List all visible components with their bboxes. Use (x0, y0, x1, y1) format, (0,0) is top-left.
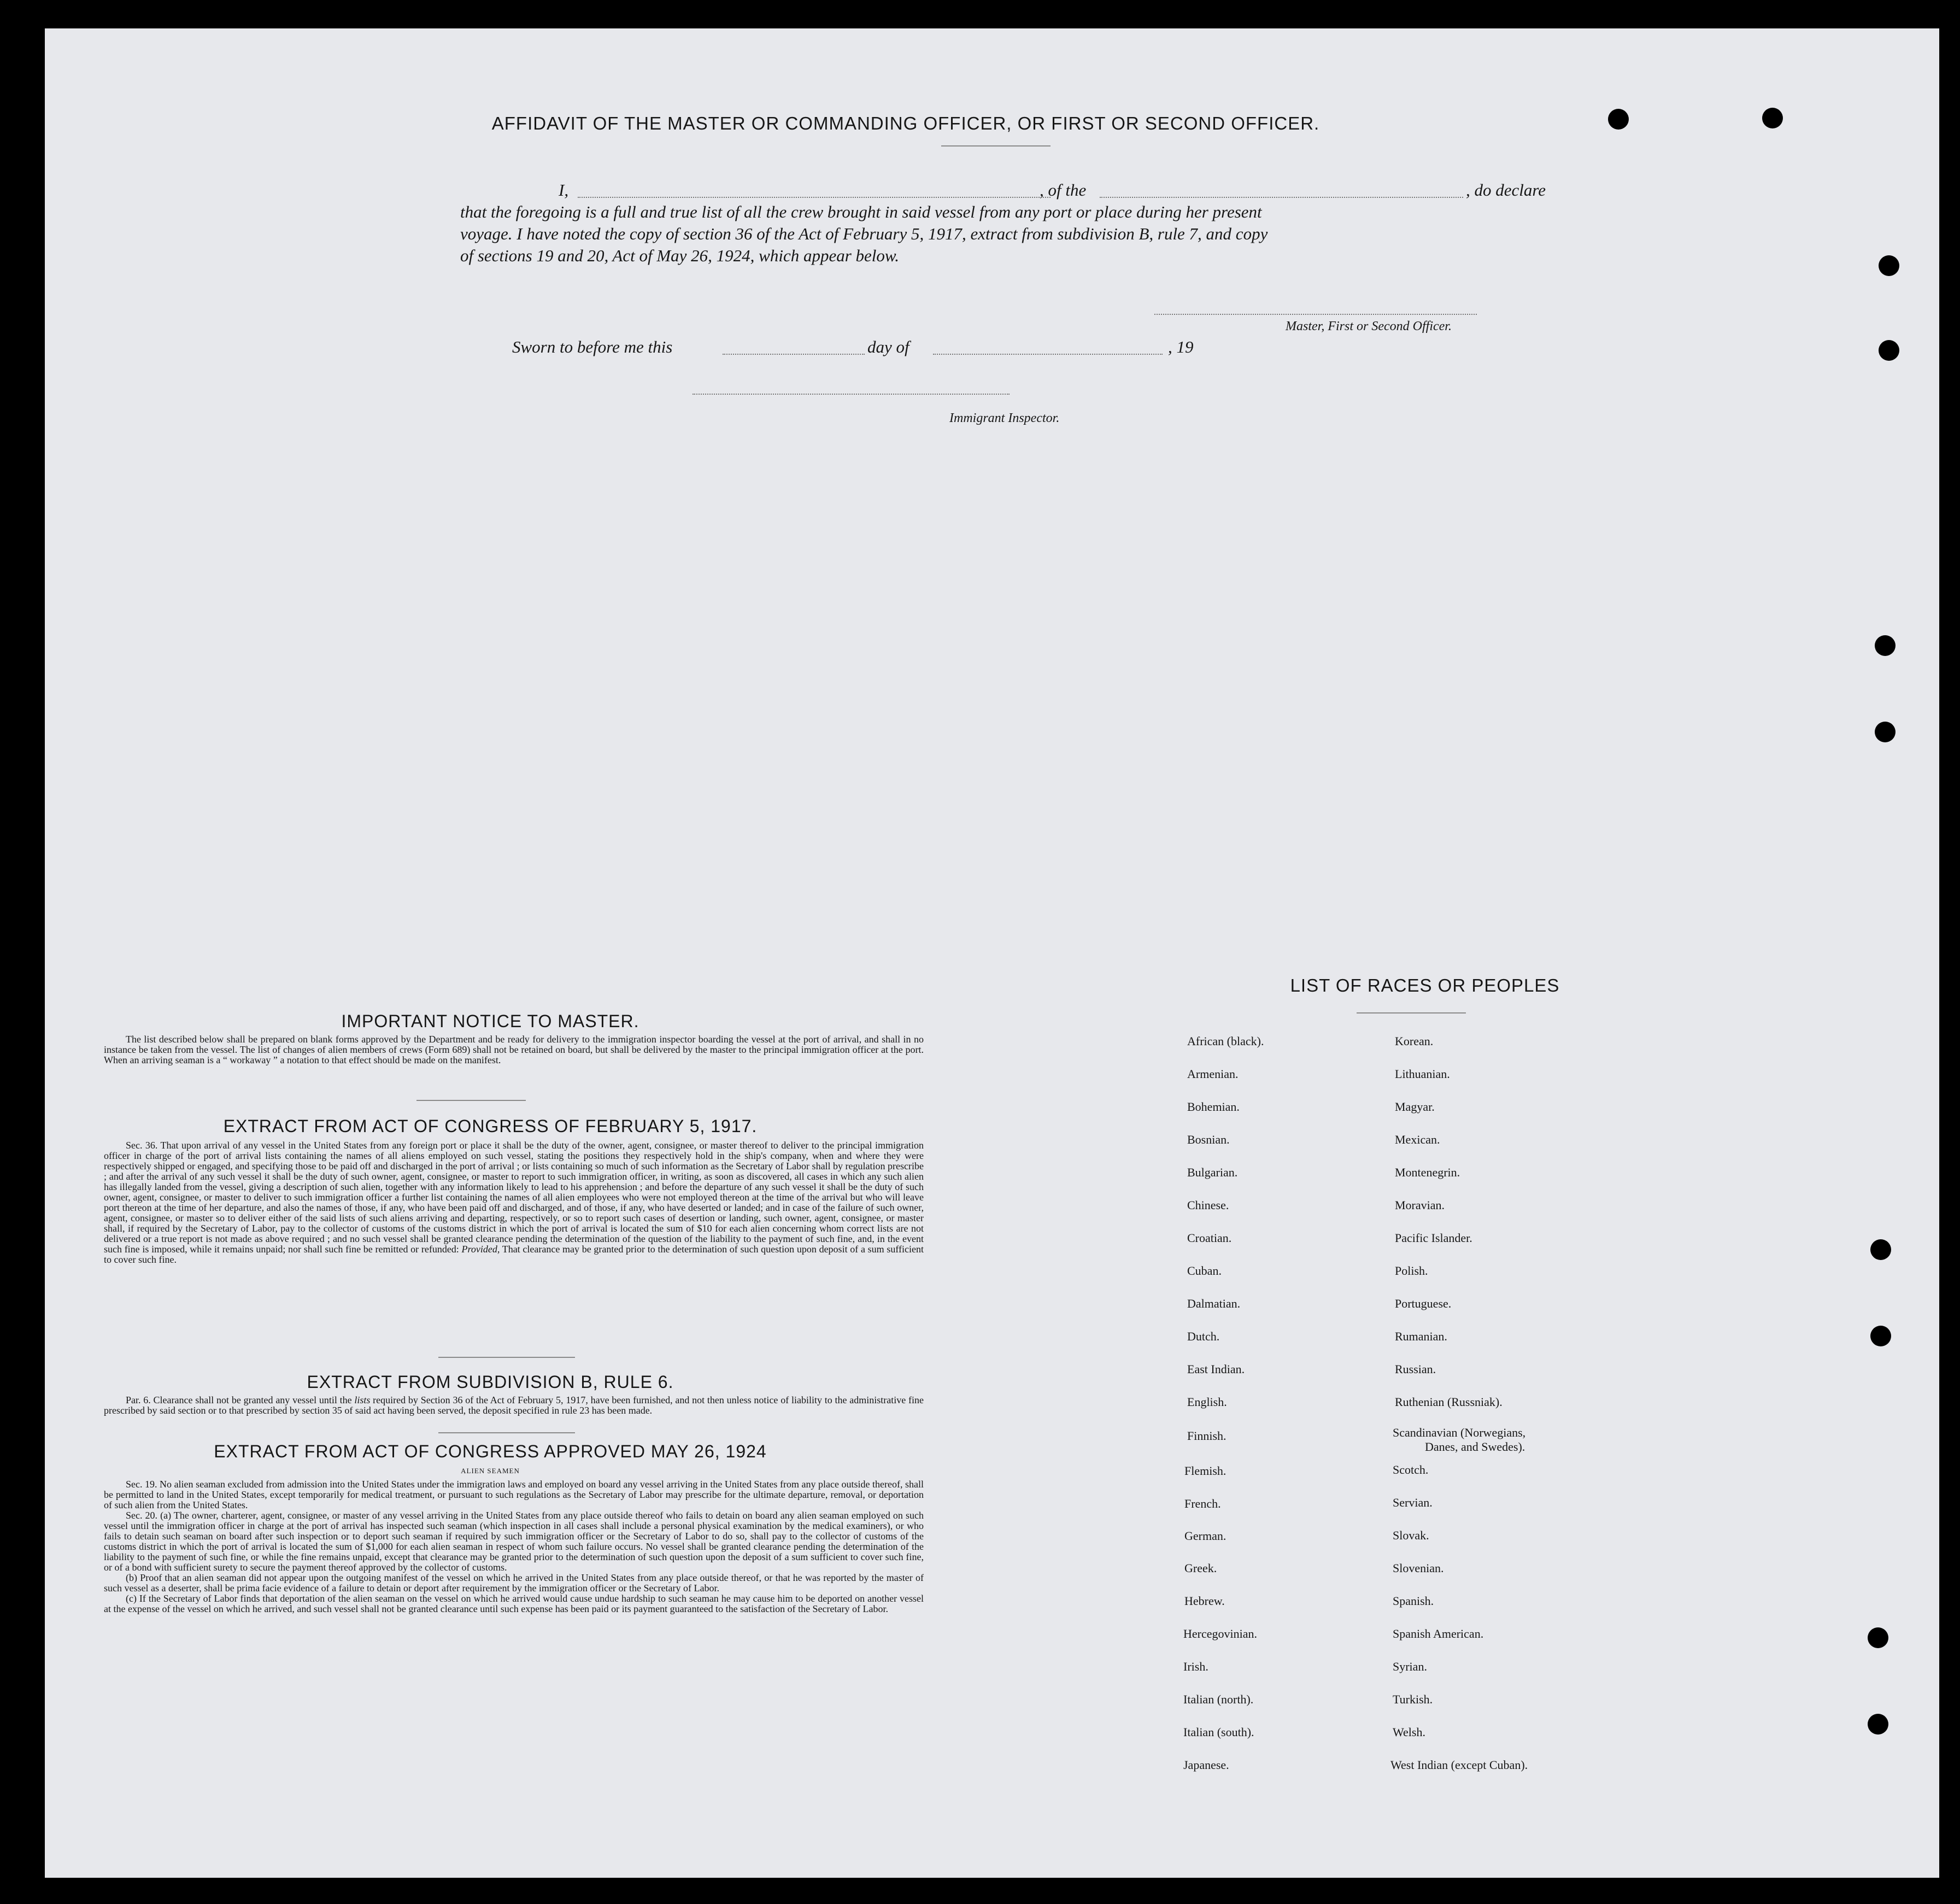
rule6-paragraph (104, 1395, 924, 1416)
divider-3 (438, 1432, 575, 1433)
race-item: Spanish. (1393, 1594, 1434, 1608)
extract-rule6-text (104, 1395, 924, 1416)
vessel-name-field[interactable] (1100, 197, 1463, 198)
race-item: Scandinavian (Norwegians, (1393, 1426, 1526, 1439)
divider-1 (416, 1100, 526, 1101)
race-item: Finnish. (1187, 1429, 1227, 1443)
extract-1924-text (104, 1479, 924, 1614)
race-item: Croatian. (1187, 1231, 1232, 1245)
extract-rule6-title: EXTRACT FROM SUBDIVISION B, RULE 6. (307, 1372, 674, 1392)
race-item: Magyar. (1395, 1100, 1435, 1114)
do-declare-text: , do declare (1466, 180, 1546, 200)
race-item: German. (1184, 1529, 1227, 1543)
punch-hole (1879, 340, 1899, 361)
sec-20a-paragraph: Sec. 20. (a) The owner, charterer, agent, consignee, or master of any vessel arriving in the United States from any place outside thereof who fails to detain on board any alien seaman employed on such vessel until the immigration officer in charge at the port of arrival has inspected such seaman (which inspection in all cases shall include a personal physical examination by the medical examiners), or who fails to detain such seaman on board after such inspection or to deport such seaman if required by such immigration officer or the Secretary of Labor to do so, shall pay to the collector of customs of the customs district in which the port of arrival is located the sum of $1,000 for each alien seaman in respect of whom such failure occurs. No vessel shall be granted clearance pending the determination of the liability to the payment of such fine, or while the fine remains unpaid, except that clearance may be granted prior to the determination of such question upon the deposit of a sum sufficient to cover such fine, or of a bond with sufficient surety to secure the payment thereof approved by the collector of customs. (104, 1510, 924, 1573)
extract-1924-title: EXTRACT FROM ACT OF CONGRESS APPROVED MAY 26, 1924 (214, 1442, 767, 1461)
sec-20c-paragraph: (c) If the Secretary of Labor finds that deportation of the alien seaman on the vessel on which he arrived would cause undue hardship to such seaman he may cause him to be deported on another vessel at the expense of the vessel on which he arrived, and such vessel shall not be granted clearance until such expense has been paid or its payment guaranteed to the satisfaction of the Secretary of Labor. (104, 1593, 924, 1614)
race-item: Pacific Islander. (1395, 1231, 1472, 1245)
race-item: Welsh. (1393, 1725, 1425, 1739)
punch-hole (1868, 1714, 1888, 1735)
notice-paragraph: The list described below shall be prepared on blank forms approved by the Department and be ready for delivery to the immigration inspector boarding the vessel at the port of arrival, and shall in no instance be taken from the vessel. The list of changes of alien members of crews (Form 689) shall not be retained on board, but shall be delivered by the master to the principal immigration officer at the port. When an arriving seaman is a “ workaway ” a notation to that effect should be made on the manifest. (104, 1034, 924, 1065)
punch-hole (1875, 635, 1896, 656)
race-item: Dutch. (1187, 1329, 1220, 1343)
race-item: Flemish. (1184, 1464, 1227, 1478)
race-item: Ruthenian (Russniak). (1395, 1395, 1503, 1409)
race-item: Chinese. (1187, 1198, 1229, 1212)
race-item: Polish. (1395, 1264, 1428, 1278)
race-item: Spanish American. (1393, 1627, 1484, 1641)
races-title: LIST OF RACES OR PEOPLES (1290, 975, 1560, 995)
punch-hole (1762, 108, 1783, 128)
race-item: Greek. (1184, 1561, 1217, 1575)
race-item: Montenegrin. (1395, 1165, 1460, 1179)
race-item: Servian. (1393, 1496, 1433, 1509)
punch-hole (1879, 255, 1899, 276)
race-item: Rumanian. (1395, 1329, 1447, 1343)
race-item: African (black). (1187, 1034, 1264, 1048)
race-item: Armenian. (1187, 1067, 1239, 1081)
sec-19-paragraph: Sec. 19. No alien seaman excluded from admission into the United States under the immigration laws and employed on board any vessel arriving in the United States from any place outside thereof, shall be permitted to land in the United States, except temporarily for medical treatment, or pursuant to such regulations as the Secretary of Labor may prescribe for the ultimate departure, removal, or deportation of such alien from the United States. (104, 1479, 924, 1510)
sec-36-text: Sec. 36. That upon arrival of any vessel in the United States from any foreign port or place it shall be the duty of the owner, agent, consignee, or master thereof to deliver to the principal immigration officer in charge of the port of arrival lists containing the names of all aliens employed on such vessel, stating the positions they respectively hold in the ship's company, when and where they were respectively shipped or engaged, and specifying those to be paid off and discharged in the port of arrival ; or lists containing so much of such information as the Secretary of Labor shall by regulation prescribe ; and after the arrival of any such vessel it shall be the duty of such owner, agent, consignee, or master to report to such immigration officer, in writing, as soon as discovered, all cases in which any such alien has illegally landed from the vessel, giving a description of such alien, together with any information likely to lead to his apprehension ; and before the departure of any such vessel it shall be the duty of such owner, agent, consignee, or master to deliver to such immigration officer a further list containing the names of all alien employees who were not employed thereon at the time of the arrival but who will leave port thereon at the time of her departure, and also the names of those, if any, who have been paid off and discharged, and of those, if any, who have deserted or landed; and in case of the failure of such owner, agent, consignee, or master so to deliver either of the said lists of such aliens arriving and departing, respectively, or so to report such cases of desertion or landing, such owner, agent, consignee, or master shall, if required by the Secretary of Labor, pay to the collector of customs of the customs district in which the port of arrival is located the sum of $10 for each alien concerning whom correct lists are not delivered or a true report is not made as above required ; and no such vessel shall be granted clearance pending the determination of the question of the liability to the payment of such fine, and, in the event such fine is imposed, while it remains unpaid; nor shall such fine be remitted or refunded: (104, 1140, 924, 1255)
punch-hole (1870, 1239, 1891, 1260)
race-item: Portuguese. (1395, 1297, 1452, 1310)
master-signature-field[interactable] (1154, 314, 1477, 315)
day-of-text: day of (867, 337, 909, 356)
affidavit-line-3: voyage. I have noted the copy of section 36 of the Act of February 5, 1917, extract from subdivision B, rule 7, and copy (460, 224, 1268, 243)
race-item: Slovenian. (1393, 1561, 1444, 1575)
sec-36-paragraph (104, 1140, 924, 1265)
divider-2 (438, 1357, 575, 1358)
race-item: Hebrew. (1184, 1594, 1225, 1608)
race-item: Dalmatian. (1187, 1297, 1241, 1310)
of-the-text: , of the (1040, 180, 1087, 200)
i-prefix: I, (559, 180, 569, 200)
race-item: Korean. (1395, 1034, 1434, 1048)
title-divider (941, 145, 1051, 147)
race-item: Cuban. (1187, 1264, 1222, 1278)
sworn-prefix: Sworn to before me this (512, 337, 673, 356)
race-item: Italian (north). (1183, 1692, 1254, 1706)
race-item: Moravian. (1395, 1198, 1445, 1212)
extract-1917-title: EXTRACT FROM ACT OF CONGRESS OF FEBRUARY 5, 1917. (223, 1116, 758, 1136)
race-item: French. (1184, 1497, 1221, 1510)
affidavit-title: AFFIDAVIT OF THE MASTER OR COMMANDING OFFICER, OR FIRST OR SECOND OFFICER. (491, 113, 1320, 133)
affidavit-line-4: of sections 19 and 20, Act of May 26, 1924, which appear below. (460, 246, 900, 265)
sec-36-text-end: That clearance may be granted prior to the determination of such question upon deposit of a sum sufficient to cover such fine. (104, 1244, 924, 1265)
punch-hole (1870, 1326, 1891, 1346)
notice-title: IMPORTANT NOTICE TO MASTER. (341, 1011, 639, 1031)
document-page (45, 28, 1939, 1878)
race-item: Scotch. (1393, 1463, 1429, 1477)
race-item: Italian (south). (1183, 1725, 1254, 1739)
race-item: Slovak. (1393, 1528, 1429, 1542)
race-item: Russian. (1395, 1362, 1436, 1376)
punch-hole (1868, 1627, 1888, 1648)
notice-text (104, 1034, 924, 1065)
race-item: Irish. (1183, 1660, 1208, 1673)
race-item: West Indian (except Cuban). (1390, 1758, 1528, 1772)
year-prefix: , 19 (1168, 337, 1194, 356)
race-item: Mexican. (1395, 1133, 1440, 1146)
rule6-text-end: required by Section 36 of the Act of February 5, 1917, have been furnished, and not then unless notice of liability to the administrative fine prescribed by said section or to that prescribed by section 35 of said act having been served, the deposit specified in rule 23 has been made. (104, 1395, 924, 1416)
rule6-text: Par. 6. Clearance shall not be granted any vessel until the (126, 1395, 355, 1405)
affidavit-line-2: that the foregoing is a full and true list of all the crew brought in said vessel from any port or place during her present (460, 202, 1262, 221)
punch-hole (1608, 109, 1629, 130)
provided-word: Provided, (461, 1244, 500, 1255)
punch-hole (1875, 722, 1896, 742)
sec-20b-paragraph: (b) Proof that an alien seaman did not appear upon the outgoing manifest of the vessel on which he arrived in the United States from any place outside thereof, or that he was reported by the master of such vessel as a deserter, shall be prima facie evidence of a failure to detain or deport after requirement by the immigration officer or the Secretary of Labor. (104, 1572, 924, 1593)
race-item: Bulgarian. (1187, 1165, 1238, 1179)
race-item: Lithuanian. (1395, 1067, 1450, 1081)
inspector-label: Immigrant Inspector. (949, 411, 1060, 425)
master-name-field[interactable] (578, 197, 1051, 198)
inspector-signature-field[interactable] (693, 394, 1010, 395)
master-signature-label: Master, First or Second Officer. (1286, 319, 1452, 333)
race-item: Bohemian. (1187, 1100, 1240, 1114)
race-item: Turkish. (1393, 1692, 1433, 1706)
lists-word: lists (354, 1395, 371, 1405)
extract-1917-text (104, 1140, 924, 1265)
sworn-day-field[interactable] (723, 354, 865, 355)
race-item: Syrian. (1393, 1660, 1427, 1673)
race-item: East Indian. (1187, 1362, 1245, 1376)
race-item: Japanese. (1183, 1758, 1229, 1772)
race-item: Danes, and Swedes). (1425, 1440, 1525, 1454)
sworn-month-field[interactable] (933, 354, 1163, 355)
race-item: English. (1187, 1395, 1227, 1409)
alien-seamen-subtitle: ALIEN SEAMEN (461, 1467, 520, 1475)
race-item: Hercegovinian. (1183, 1627, 1257, 1641)
race-item: Bosnian. (1187, 1133, 1230, 1146)
races-divider (1357, 1012, 1466, 1013)
